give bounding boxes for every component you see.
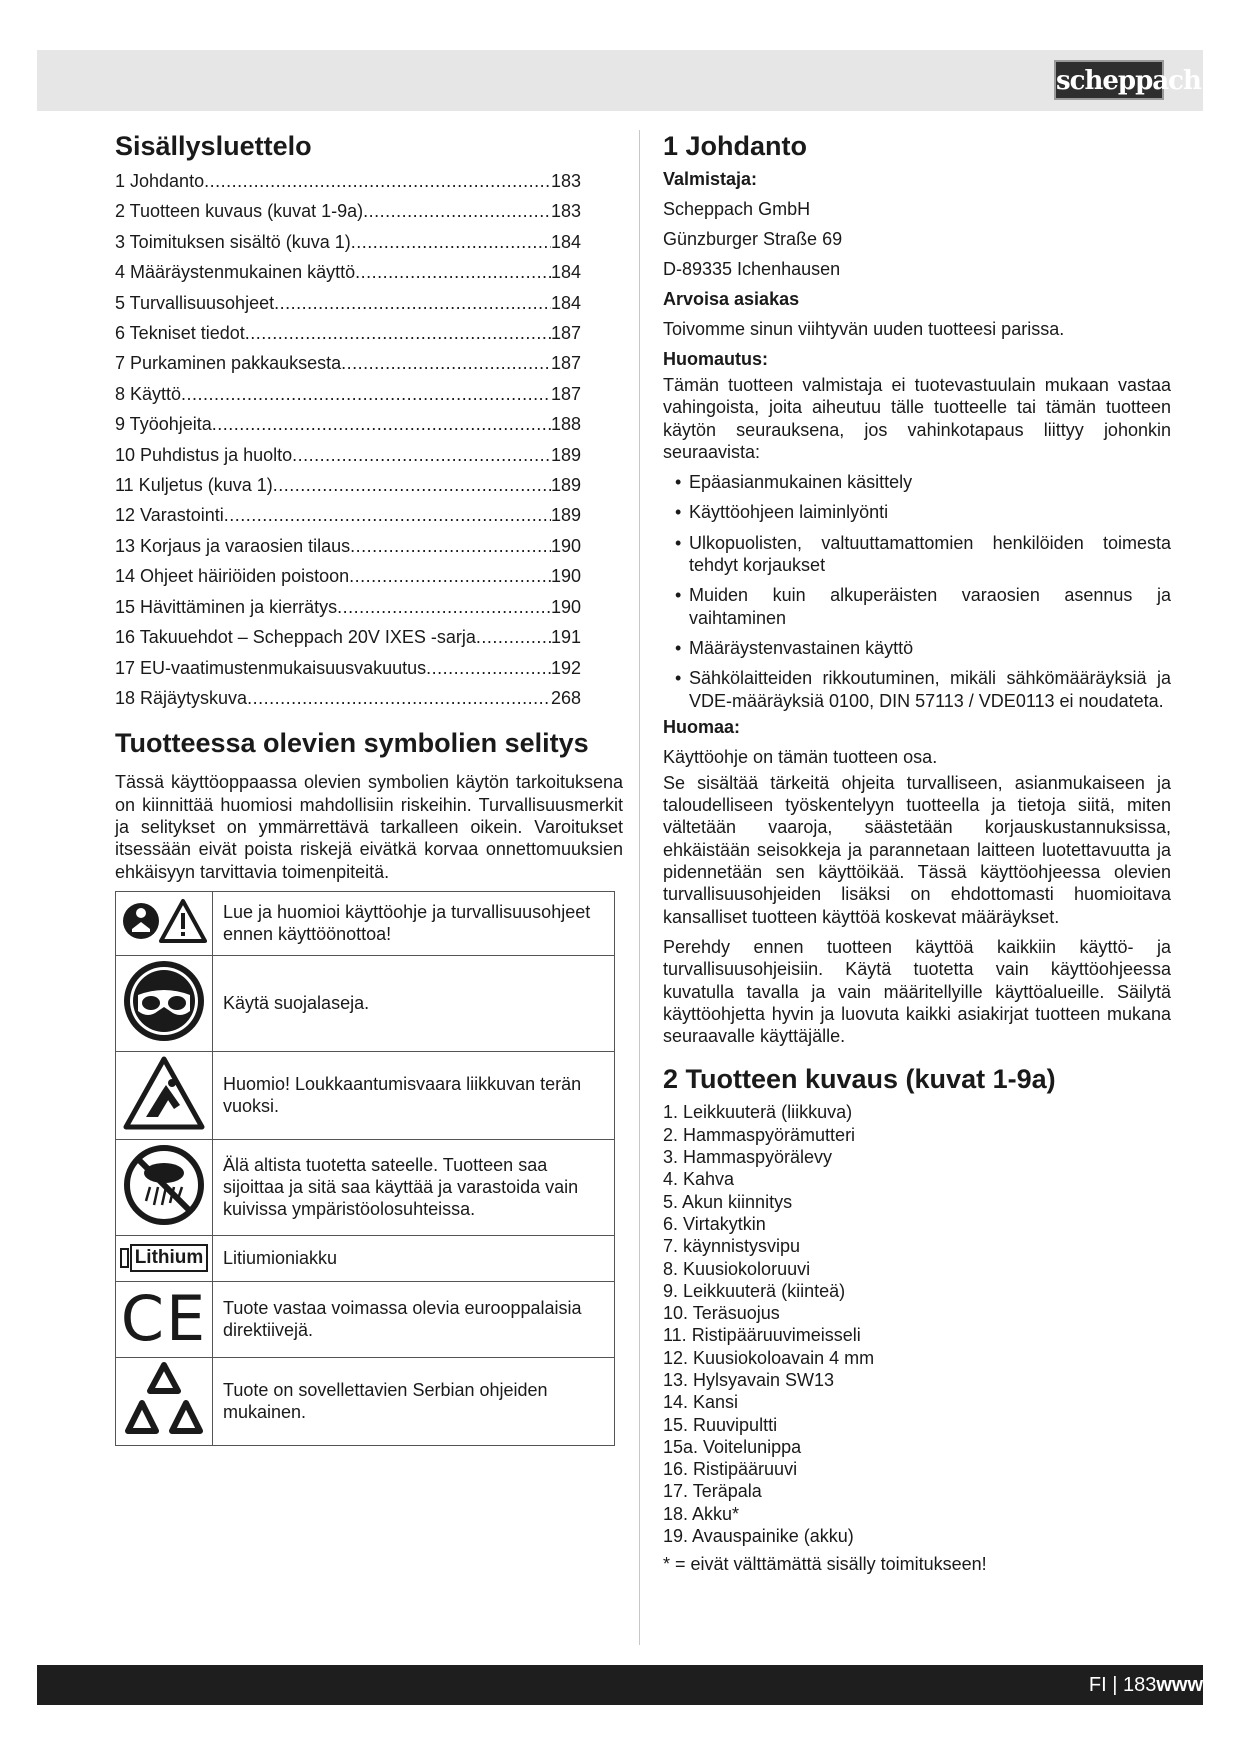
toc-item-label: 13 Korjaus ja varaosien tilaus xyxy=(115,535,351,556)
symbols-title: Tuotteessa olevien symbolien selitys xyxy=(115,728,589,759)
symbol-row xyxy=(116,1281,615,1357)
toc-item xyxy=(115,288,581,318)
toc-leader xyxy=(341,348,551,378)
list-item: 12. Kuusiokoloavain 4 mm xyxy=(663,1347,875,1368)
list-item: 8. Kuusiokoloruuvi xyxy=(663,1258,811,1279)
page-header xyxy=(37,50,1203,111)
toc-item xyxy=(115,683,581,713)
toc-leader xyxy=(224,500,551,530)
parts-list xyxy=(663,1101,1171,1547)
toc-item-page: 187 xyxy=(550,353,581,374)
toc-item-page: 189 xyxy=(550,444,581,465)
remark-text: Perehdy ennen tuotteen käyttöä kaikkiin käyttö- ja turvallisuusohjeisiin. Käytä tuotetta vain käyttöohjeessa kuvatulla tavalla ja vain määritellyille käyttöalueille. Säilytä käyttöohjetta hyvin ja luovuta kaikki asiakirjat tuotteen mukana seuraavalle käyttäjälle. xyxy=(663,936,1171,1047)
list-item: 15a. Voitelunippa xyxy=(663,1436,802,1457)
list-item: • Sähkölaitteiden rikkoutuminen, mikäli sähkömääräyksiä ja VDE-määräyksiä 0100, DIN 57113 / VDE0113 ei noudateta. xyxy=(663,667,1171,712)
toc-item-label: 3 Toimituksen sisältö (kuva 1) xyxy=(115,231,351,252)
symbol-text: Älä altista tuotetta sateelle. Tuotteen saa sijoittaa ja sitä saa käyttää ja varastoida vain kuivissa ympäristöolosuhteissa. xyxy=(213,1139,615,1235)
parts-footnote: * = eivät välttämättä sisälly toimitukseen! xyxy=(663,1554,987,1575)
list-item: 16. Ristipääruuvi xyxy=(663,1459,798,1480)
toc-item-label: 7 Purkaminen pakkauksesta xyxy=(115,353,342,374)
toc-leader xyxy=(351,227,551,257)
remark-text: Se sisältää tärkeitä ohjeita turvalliseen, asianmukaiseen ja taloudelliseen työskentelyyn tuotteella ja tietoja siitä, miten vältetään vaaroja, säästetään korjauskustannuksissa, ehkäistään seisokkeja ja parannetaan laitteen luotettavuutta ja pidennetään sen käyttöikää. Tässä käyttöohjeessa olevien turvallisuusohjeiden lisäksi on ehdottomasti huomioitava kansalliset tuotteen käyttöä koskevat määräykset. xyxy=(663,772,1171,927)
toc-item-page: 190 xyxy=(550,566,581,587)
toc-item xyxy=(115,561,581,591)
toc-leader xyxy=(245,318,551,348)
toc-leader xyxy=(273,470,551,500)
toc-item xyxy=(115,470,581,500)
safety-goggles-icon xyxy=(116,955,213,1051)
toc-item-label: 18 Räjäytyskuva xyxy=(115,687,248,708)
toc-item-page: 268 xyxy=(550,687,581,708)
list-item: 5. Akun kiinnitys xyxy=(663,1191,793,1212)
list-item: 18. Akku* xyxy=(663,1503,740,1524)
symbol-row xyxy=(116,1357,615,1445)
toc-item-label: 17 EU-vaatimustenmukaisuusvakuutus xyxy=(115,657,427,678)
list-item: 11. Ristipääruuvimeisseli xyxy=(663,1325,861,1346)
symbol-row xyxy=(116,891,615,955)
toc-item-label: 5 Turvallisuusohjeet xyxy=(115,292,275,313)
list-item: 9. Leikkuuterä (kiinteä) xyxy=(663,1280,846,1301)
toc-leader xyxy=(476,622,551,652)
toc-item-page: 183 xyxy=(550,201,581,222)
toc-item-page: 189 xyxy=(550,475,581,496)
toc-item-page: 184 xyxy=(550,262,581,283)
toc-leader xyxy=(181,379,551,409)
note-bullets xyxy=(663,471,1171,712)
toc-title: Sisällysluettelo xyxy=(115,131,312,161)
toc-item xyxy=(115,196,581,226)
list-item: 6. Virtakytkin xyxy=(663,1213,766,1234)
toc-leader xyxy=(337,592,551,622)
list-item: • Käyttöohjeen laiminlyönti xyxy=(663,501,1171,523)
note-text: Tämän tuotteen valmistaja ei tuotevastuulain mukaan vastaa vahingoista, joita aiheutuu tälle tuotteelle tai tämän tuotteen käytön seurauksena, jos vahinkotapaus liittyy johonkin seuraavista: xyxy=(663,375,1171,462)
toc-item-page: 183 xyxy=(550,171,581,191)
manufacturer-label: Valmistaja: xyxy=(663,169,758,189)
toc-item-page: 190 xyxy=(550,535,581,556)
left-column xyxy=(115,128,623,1446)
toc-item-label: 15 Hävittäminen ja kierrätys xyxy=(115,596,338,617)
toc-item-page: 184 xyxy=(550,231,581,252)
toc-leader xyxy=(350,531,551,561)
remark-label: Huomaa: xyxy=(663,716,741,737)
toc-leader xyxy=(292,440,551,470)
footer-page-number: FI | 183www xyxy=(1088,1674,1203,1696)
symbol-text: Lue ja huomioi käyttöohje ja turvallisuusohjeet ennen käyttöönottoa! xyxy=(213,891,615,955)
toc-item-page: 187 xyxy=(550,323,581,344)
toc-leader xyxy=(274,288,551,318)
toc-leader xyxy=(363,196,551,226)
toc-item xyxy=(115,409,581,439)
list-item: 15. Ruuvipultti xyxy=(663,1414,778,1435)
read-manual-warning-icon xyxy=(116,891,213,955)
toc-item-label: 11 Kuljetus (kuva 1) xyxy=(115,475,273,496)
customer-text: Toivomme sinun viihtyvän uuden tuotteesi parissa. xyxy=(663,319,1065,339)
toc-leader xyxy=(349,561,551,591)
symbol-text: Litiumioniakku xyxy=(213,1235,615,1281)
serbian-conformity-icon xyxy=(116,1357,213,1445)
toc-item-page: 189 xyxy=(550,505,581,526)
remark-text: Käyttöohje on tämän tuotteen osa. xyxy=(663,746,938,767)
toc-list xyxy=(115,166,581,713)
list-item: 1. Leikkuuterä (liikkuva) xyxy=(663,1102,853,1123)
manufacturer-line: Günzburger Straße 69 xyxy=(663,229,843,249)
list-item: • Epäasianmukainen käsittely xyxy=(663,471,1171,493)
customer-label: Arvoisa asiakas xyxy=(663,289,800,309)
symbols-intro: Tässä käyttöoppaassa olevien symbolien käytön tarkoituksena on kiinnittää huomiosi mahdollisiin riskeihin. Turvallisuusmerkit ja selitykset on ymmärrettävä tarkalleen oikein. Varoitukset itsessään eivät poista riskejä eivätkä korvaa onnettomuuksien ehkäisyyn tarvittavia toimenpiteitä. xyxy=(115,772,623,882)
list-item: 19. Avauspainike (akku) xyxy=(663,1526,854,1547)
toc-item xyxy=(115,653,581,683)
list-item: 2. Hammaspyörämutteri xyxy=(663,1124,856,1145)
product-title: 2 Tuotteen kuvaus (kuvat 1-9a) xyxy=(663,1064,1056,1095)
toc-item-page: 188 xyxy=(550,414,581,435)
toc-leader xyxy=(426,653,551,683)
right-column xyxy=(663,128,1171,1579)
toc-leader xyxy=(204,166,551,196)
toc-item-label: 6 Tekniset tiedot xyxy=(115,323,245,344)
toc-item-page: 192 xyxy=(550,657,581,678)
no-rain-icon xyxy=(116,1139,213,1235)
list-item: 4. Kahva xyxy=(663,1169,735,1190)
intro-title: 1 Johdanto xyxy=(663,131,808,161)
toc-leader xyxy=(212,409,551,439)
list-item: 10. Teräsuojus xyxy=(663,1303,780,1324)
moving-blade-warning-icon xyxy=(116,1051,213,1139)
manufacturer-line: Scheppach GmbH xyxy=(663,199,811,219)
toc-item-page: 184 xyxy=(550,292,581,313)
toc-item xyxy=(115,592,581,622)
page-footer xyxy=(37,1665,1203,1705)
toc-item-label: 16 Takuuehdot – Scheppach 20V IXES -sarja xyxy=(115,627,476,648)
symbol-text: Huomio! Loukkaantumisvaara liikkuvan terän vuoksi. xyxy=(213,1051,615,1139)
list-item: • Ulkopuolisten, valtuuttamattomien henkilöiden toimesta tehdyt korjaukset xyxy=(663,532,1171,577)
toc-item-page: 190 xyxy=(550,596,581,617)
note-label: Huomautus: xyxy=(663,349,768,369)
toc-leader xyxy=(247,683,551,713)
toc-item xyxy=(115,440,581,470)
scheppach-logo: scheppach xyxy=(1054,60,1164,100)
toc-item xyxy=(115,531,581,561)
toc-item-page: 187 xyxy=(550,383,581,404)
toc-leader xyxy=(355,257,551,287)
list-item: 3. Hammaspyörälevy xyxy=(663,1147,833,1168)
toc-item-label: 2 Tuotteen kuvaus (kuvat 1-9a) xyxy=(115,201,364,222)
lithium-icon: Lithium xyxy=(116,1235,213,1281)
symbol-row xyxy=(116,1139,615,1235)
symbol-text: Käytä suojalaseja. xyxy=(213,955,615,1051)
column-divider xyxy=(639,130,640,1645)
toc-item-label: 4 Määräystenmukainen käyttö xyxy=(115,262,356,283)
toc-item xyxy=(115,379,581,409)
toc-item-label: 10 Puhdistus ja huolto xyxy=(115,444,293,465)
symbols-table xyxy=(115,891,615,1446)
list-item: 7. käynnistysvipu xyxy=(663,1236,801,1257)
list-item: • Muiden kuin alkuperäisten varaosien asennus ja vaihtaminen xyxy=(663,584,1171,629)
toc-item xyxy=(115,500,581,530)
toc-item xyxy=(115,166,581,196)
toc-item-label: 14 Ohjeet häiriöiden poistoon xyxy=(115,566,350,587)
manufacturer-line: D-89335 Ichenhausen xyxy=(663,259,841,279)
toc-item xyxy=(115,257,581,287)
symbol-text: Tuote vastaa voimassa olevia eurooppalaisia direktiivejä. xyxy=(213,1281,615,1357)
list-item: 13. Hylsyavain SW13 xyxy=(663,1369,835,1390)
toc-item-label: 1 Johdanto xyxy=(115,171,205,191)
list-item: • Määräystenvastainen käyttö xyxy=(663,637,1171,659)
list-item: 17. Teräpala xyxy=(663,1481,762,1502)
toc-item-label: 8 Käyttö xyxy=(115,383,182,404)
symbol-row xyxy=(116,1235,615,1281)
symbol-text: Tuote on sovellettavien Serbian ohjeiden mukainen. xyxy=(213,1357,615,1445)
toc-item-label: 9 Työohjeita xyxy=(115,414,212,435)
symbol-row xyxy=(116,955,615,1051)
toc-item xyxy=(115,318,581,348)
symbol-row xyxy=(116,1051,615,1139)
ce-mark-icon: CE xyxy=(116,1281,213,1357)
toc-item-label: 12 Varastointi xyxy=(115,505,224,526)
toc-item xyxy=(115,348,581,378)
list-item: 14. Kansi xyxy=(663,1392,739,1413)
toc-item xyxy=(115,622,581,652)
toc-item xyxy=(115,227,581,257)
toc-item-page: 191 xyxy=(550,627,581,648)
